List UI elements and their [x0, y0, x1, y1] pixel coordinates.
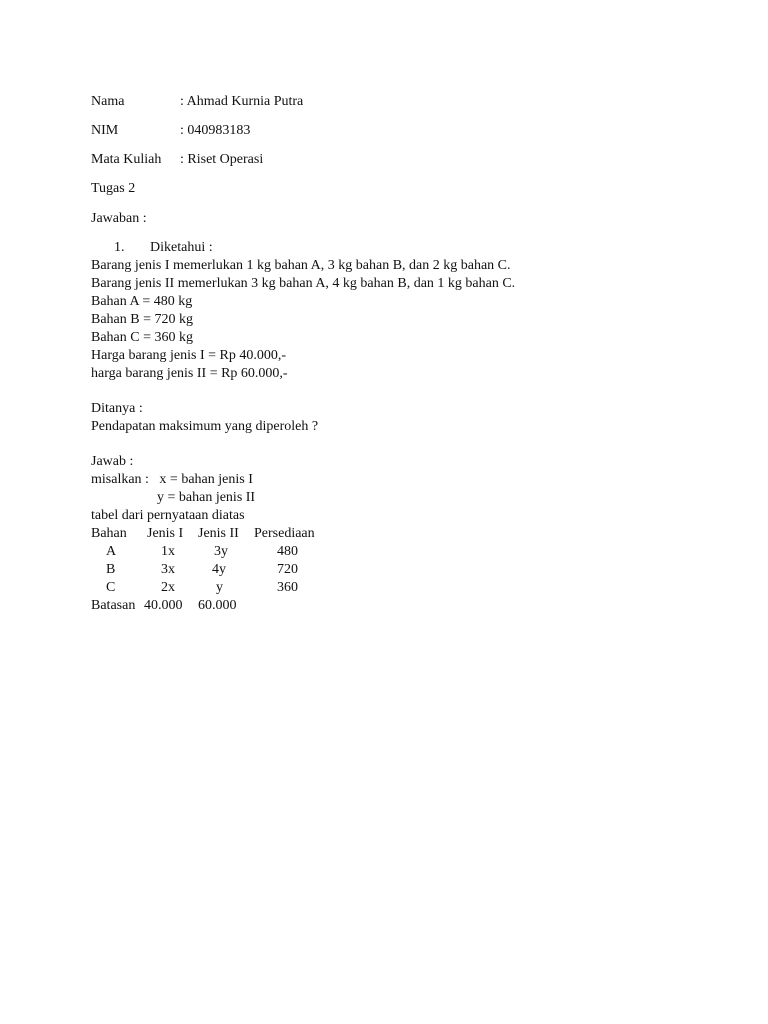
- tabel-intro: tabel dari pernyataan diatas: [91, 508, 245, 523]
- nim-value: : 040983183: [180, 123, 251, 138]
- misalkan-line-2: y = bahan jenis II: [157, 490, 256, 505]
- diketahui-line-5: Bahan C = 360 kg: [91, 330, 193, 345]
- table-cell-row1-persediaan: 480: [277, 544, 298, 559]
- table-cell-row3-jenis2: y: [216, 580, 223, 595]
- diketahui-line-6: Harga barang jenis I = Rp 40.000,-: [91, 348, 287, 363]
- matkul-label: Mata Kuliah: [91, 152, 162, 167]
- diketahui-line-1: Barang jenis I memerlukan 1 kg bahan A, 3 kg bahan B, dan 2 kg bahan C.: [91, 258, 511, 273]
- table-footer-jenis1: 40.000: [144, 598, 183, 613]
- table-header-persediaan: Persediaan: [254, 526, 315, 541]
- table-cell-row3-persediaan: 360: [277, 580, 298, 595]
- list-number: 1.: [114, 240, 125, 255]
- diketahui-line-7: harga barang jenis II = Rp 60.000,-: [91, 366, 288, 381]
- tugas-title: Tugas 2: [91, 181, 136, 196]
- table-cell-row2-bahan: B: [106, 562, 116, 577]
- diketahui-line-3: Bahan A = 480 kg: [91, 294, 193, 309]
- nim-label: NIM: [91, 123, 119, 138]
- table-header-jenis-1: Jenis I: [147, 526, 184, 541]
- table-cell-row1-jenis1: 1x: [161, 544, 175, 559]
- table-cell-row3-bahan: C: [106, 580, 116, 595]
- table-cell-row2-persediaan: 720: [277, 562, 298, 577]
- nim-row: [91, 122, 250, 140]
- table-footer-jenis2: 60.000: [198, 598, 237, 613]
- ditanya-text: Pendapatan maksimum yang diperoleh ?: [91, 419, 319, 434]
- jawab-label: Jawab :: [91, 454, 134, 469]
- table-cell-row1-jenis2: 3y: [214, 544, 228, 559]
- table-footer-label: Batasan: [91, 598, 136, 613]
- table-cell-row1-bahan: A: [106, 544, 117, 559]
- ditanya-label: Ditanya :: [91, 401, 143, 416]
- diketahui-line-2: Barang jenis II memerlukan 3 kg bahan A, 4 kg bahan B, dan 1 kg bahan C.: [91, 276, 516, 291]
- nama-row: [91, 93, 303, 111]
- diketahui-line-4: Bahan B = 720 kg: [91, 312, 193, 327]
- table-header-jenis-2: Jenis II: [198, 526, 239, 541]
- matkul-value: : Riset Operasi: [180, 152, 264, 167]
- table-header-bahan: Bahan: [91, 526, 127, 541]
- nama-value: : Ahmad Kurnia Putra: [180, 94, 304, 109]
- table-cell-row3-jenis1: 2x: [161, 580, 175, 595]
- jawaban-label: Jawaban :: [91, 211, 147, 226]
- misalkan-line: misalkan : x = bahan jenis I: [91, 472, 253, 487]
- table-cell-row2-jenis1: 3x: [161, 562, 175, 577]
- table-cell-row2-jenis2: 4y: [212, 562, 226, 577]
- diketahui-label: Diketahui :: [150, 240, 213, 255]
- matkul-row: [91, 151, 263, 169]
- nama-label: Nama: [91, 94, 125, 109]
